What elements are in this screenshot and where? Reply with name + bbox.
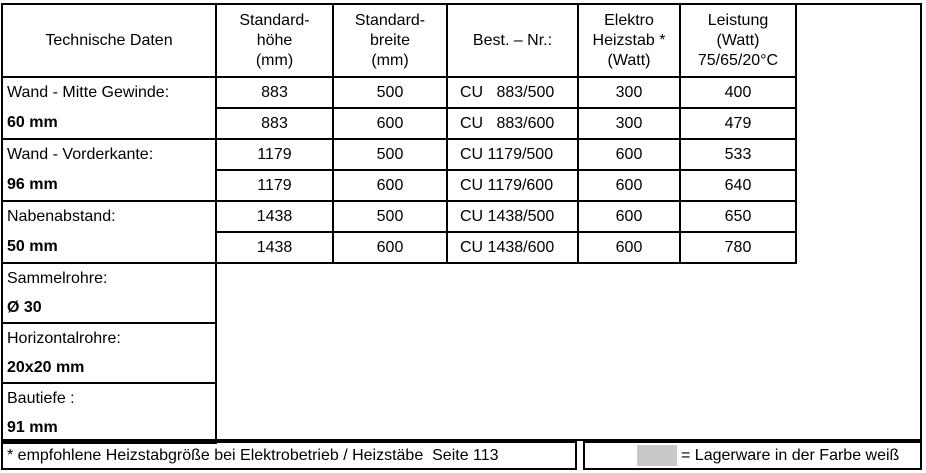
cell-heizstab: 300: [578, 108, 680, 139]
label-title: Wand - Mitte Gewinde:: [2, 77, 216, 108]
label-title: Wand - Vorderkante:: [2, 139, 216, 170]
header-elektro-heizstab: Elektro Heizstab * (Watt): [578, 4, 680, 77]
cell-hoehe: 883: [216, 77, 333, 108]
cell-heizstab: 600: [578, 232, 680, 263]
cell-leistung: 640: [680, 170, 796, 201]
table-row: [2, 353, 796, 383]
header-standardbreite: Standard- breite (mm): [333, 4, 447, 77]
cell-heizstab: 600: [578, 170, 680, 201]
table-row: [2, 293, 796, 323]
label-title: Nabenabstand:: [2, 201, 216, 232]
label-title: Bautiefe :: [2, 383, 216, 413]
label-title: Sammelrohre:: [2, 263, 216, 293]
cell-heizstab: 600: [578, 201, 680, 232]
cell-hoehe: 1179: [216, 139, 333, 170]
cell-best-nr: CU 1179/500: [447, 139, 578, 170]
spec-table: [1, 3, 797, 444]
label-title: Horizontalrohre:: [2, 323, 216, 353]
table-row: [2, 139, 796, 170]
cell-leistung: 479: [680, 108, 796, 139]
cell-leistung: 533: [680, 139, 796, 170]
label-value: 91 mm: [2, 413, 216, 443]
cell-breite: 600: [333, 170, 447, 201]
cell-heizstab: 600: [578, 139, 680, 170]
cell-best-nr: CU 1438/600: [447, 232, 578, 263]
header-standardhoehe: Standard- höhe (mm): [216, 4, 333, 77]
table-row: [2, 77, 796, 108]
cell-breite: 600: [333, 108, 447, 139]
cell-breite: 600: [333, 232, 447, 263]
table-row: [2, 201, 796, 232]
cell-leistung: 780: [680, 232, 796, 263]
cell-hoehe: 1438: [216, 232, 333, 263]
label-value: 60 mm: [2, 108, 216, 139]
cell-best-nr: CU 1179/600: [447, 170, 578, 201]
cell-best-nr: CU 883/500: [447, 77, 578, 108]
cell-leistung: 650: [680, 201, 796, 232]
table-row: [2, 108, 796, 139]
cell-breite: 500: [333, 77, 447, 108]
label-value: 20x20 mm: [2, 353, 216, 383]
cell-hoehe: 1179: [216, 170, 333, 201]
label-value: 96 mm: [2, 170, 216, 201]
cell-leistung: 400: [680, 77, 796, 108]
table-row: [2, 170, 796, 201]
footnote: * empfohlene Heizstabgröße bei Elektrobetrieb / Heizstäbe Seite 113: [1, 441, 577, 470]
footer: [1, 441, 922, 471]
table-row: [2, 323, 796, 353]
header-best-nr: Best. – Nr.:: [447, 4, 578, 77]
cell-breite: 500: [333, 201, 447, 232]
table-row: [2, 413, 796, 443]
table-row: [2, 263, 796, 293]
table-row: [2, 383, 796, 413]
cell-best-nr: CU 1438/500: [447, 201, 578, 232]
legend: [583, 441, 922, 470]
stock-color-swatch: [637, 445, 677, 466]
cell-hoehe: 1438: [216, 201, 333, 232]
legend-text: = Lagerware in der Farbe weiß: [681, 447, 900, 464]
label-value: Ø 30: [2, 293, 216, 323]
cell-heizstab: 300: [578, 77, 680, 108]
table-row: [2, 232, 796, 263]
header-row: [2, 4, 796, 77]
label-value: 50 mm: [2, 232, 216, 263]
cell-breite: 500: [333, 139, 447, 170]
cell-hoehe: 883: [216, 108, 333, 139]
cell-best-nr: CU 883/600: [447, 108, 578, 139]
header-leistung: Leistung (Watt) 75/65/20°C: [680, 4, 796, 77]
header-technische-daten: Technische Daten: [2, 4, 216, 77]
